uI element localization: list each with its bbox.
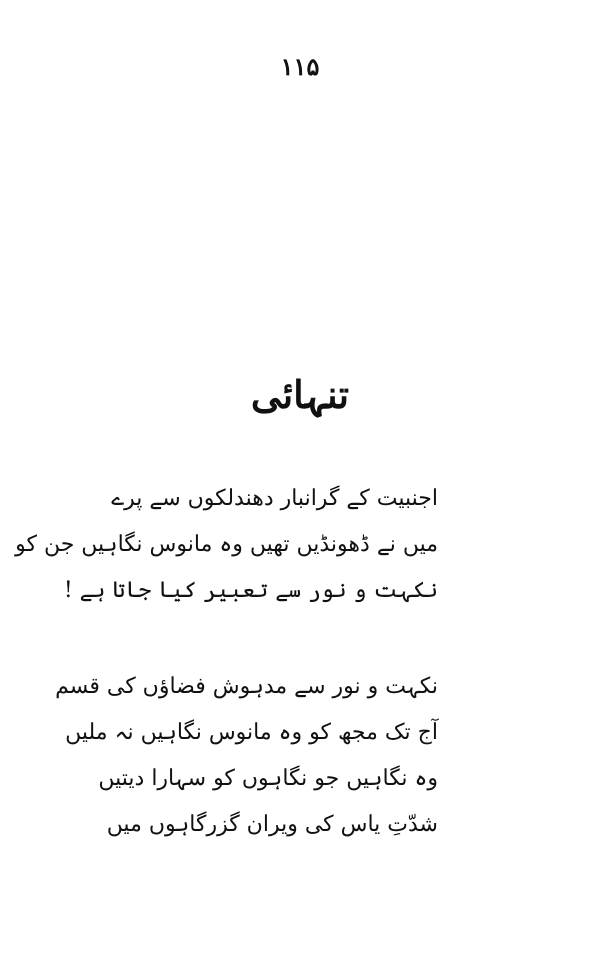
stanza-1: [15, 476, 438, 614]
verse-line: شدّتِ یاس کی ویران گزرگاہوں میں: [106, 812, 438, 837]
verse-line: میں نے ڈھونڈیں تھیں وہ مانوس نگاہیں جن کو: [15, 532, 438, 557]
poem-title: تنہائی: [250, 372, 350, 417]
verse-line: نکہت و نور سے تعبیر کیا جاتا ہے !: [63, 578, 438, 603]
verse-line: اجنبیت کے گرانبار دھندلکوں سے پرے: [111, 486, 438, 511]
verse-line: نکہت و نور سے مدہوش فضاؤں کی قسم: [55, 674, 438, 699]
verse-line: وہ نگاہیں جو نگاہوں کو سہارا دیتیں: [98, 766, 438, 791]
page-number: ۱۱۵: [280, 52, 320, 81]
verse-line: آج تک مجھ کو وہ مانوس نگاہیں نہ ملیں: [65, 720, 438, 745]
stanza-2: [38, 664, 438, 848]
